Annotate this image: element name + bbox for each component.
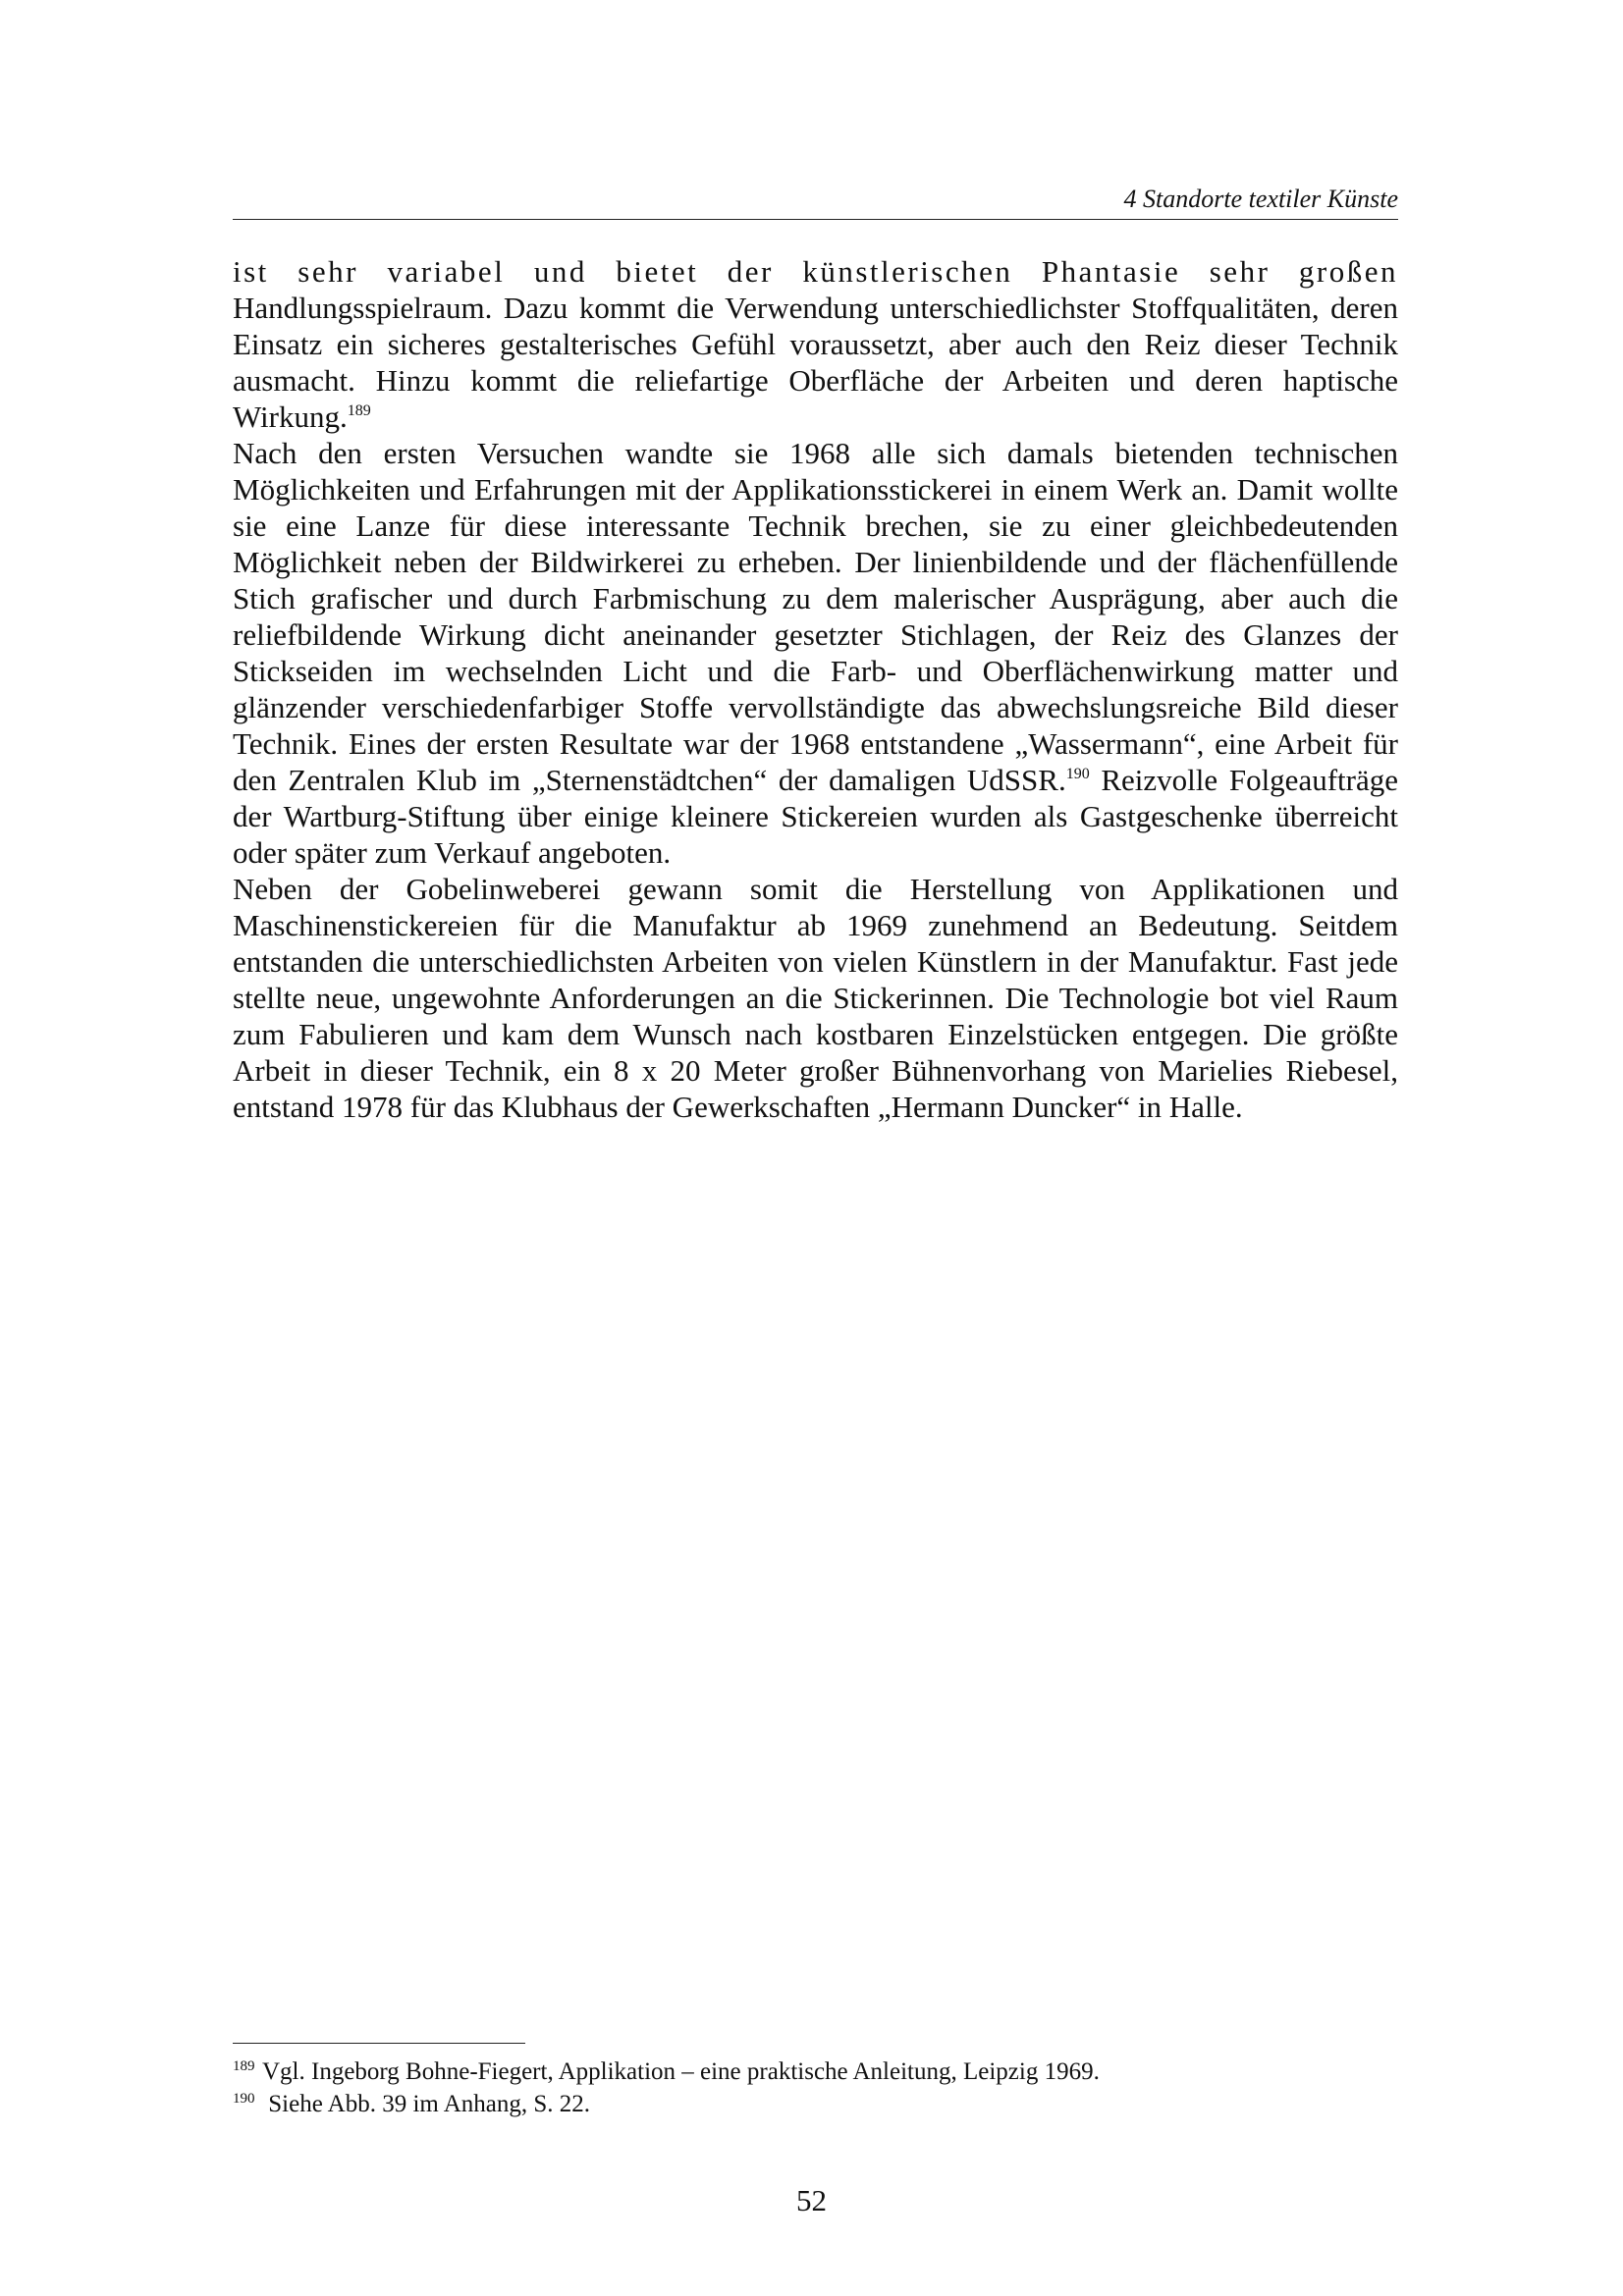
paragraph-1-text: Handlungsspielraum. Dazu kommt die Verwendung unterschiedlichster Stoffqualitäten, deren Einsatz ein sicheres gestalterisches Gefühl voraussetzt, aber auch den Reiz dieser Technik ausmacht. Hinzu kommt die reliefartige Oberfläche der Arbeiten und deren haptische Wirkung. — [233, 291, 1398, 434]
page-number — [0, 2183, 1623, 2218]
paragraph-3: Neben der Gobelinweberei gewann somit die Herstellung von Applikationen und Maschinenstickereien für die Manufaktur ab 1969 zunehmend an Bedeutung. Seitdem entstanden die unterschiedlichsten Arbeiten von vielen Künstlern in der Manufaktur. Fast jede stellte neue, ungewohnte Anforderungen an die Stickerinnen. Die Technologie bot viel Raum zum Fabulieren und kam dem Wunsch nach kostbaren Einzelstücken entgegen. Die größte Arbeit in dieser Technik, ein 8 x 20 Meter großer Bühnenvorhang von Marielies Riebesel, entstand 1978 für das Klubhaus der Gewerkschaften „Hermann Duncker“ in Halle. — [233, 872, 1398, 1124]
footnotes — [233, 2056, 1398, 2120]
running-header — [233, 185, 1398, 220]
paragraph-1-first-line: ist sehr variabel und bietet der künstlerischen Phantasie sehr großen — [233, 254, 1398, 289]
body-text — [233, 253, 1398, 1125]
paragraph-2 — [233, 435, 1398, 871]
paragraph-1 — [233, 253, 1398, 435]
footnote-190 — [233, 2088, 1398, 2120]
footnote-ref-189: 189 — [347, 402, 371, 419]
footnote-ref-190: 190 — [1065, 766, 1090, 782]
footnote-divider — [233, 2043, 525, 2044]
running-title: 4 Standorte textiler Künste — [1123, 185, 1398, 213]
footnote-189 — [233, 2056, 1398, 2088]
paragraph-2-text-a: Nach den ersten Versuchen wandte sie 1968 alle sich damals bietenden technischen Möglichkeiten und Erfahrungen mit der Applikationsstickerei in einem Werk an. Damit wollte sie eine Lanze für diese interessante Technik brechen, sie zu einer gleichbedeutenden Möglichkeit neben der Bildwirkerei zu erheben. Der linienbildende und der flächenfüllende Stich grafischer und durch Farbmischung zu dem malerischer Ausprägung, aber auch die reliefbildende Wirkung dicht aneinander gesetzter Stichlagen, der Reiz des Glanzes der Stickseiden im wechselnden Licht und die Farb- und Oberflächenwirkung matter und glänzender verschiedenfarbiger Stoffe vervollständigte das abwechslungsreiche Bild dieser Technik. Eines der ersten Resultate war der 1968 entstandene „Wassermann“, eine Arbeit für den Zentralen Klub im „Sternenstädtchen“ der damaligen UdSSR. — [233, 436, 1398, 797]
page-number-value: 52 — [796, 2183, 827, 2217]
footnote-text: Siehe Abb. 39 im Anhang, S. 22. — [262, 2091, 591, 2117]
footnote-text: Vgl. Ingeborg Bohne-Fiegert, Applikation – eine praktische Anleitung, Leipzig 1969. — [262, 2058, 1100, 2085]
footnote-number: 189 — [233, 2058, 255, 2074]
footnote-number: 190 — [233, 2091, 255, 2107]
paragraph-2-text-b: Reizvolle Folgeaufträge der Wartburg-Stiftung über einige kleinere Stickereien wurden als Gastgeschenke überreicht oder später zum Verkauf angeboten. — [233, 763, 1398, 870]
